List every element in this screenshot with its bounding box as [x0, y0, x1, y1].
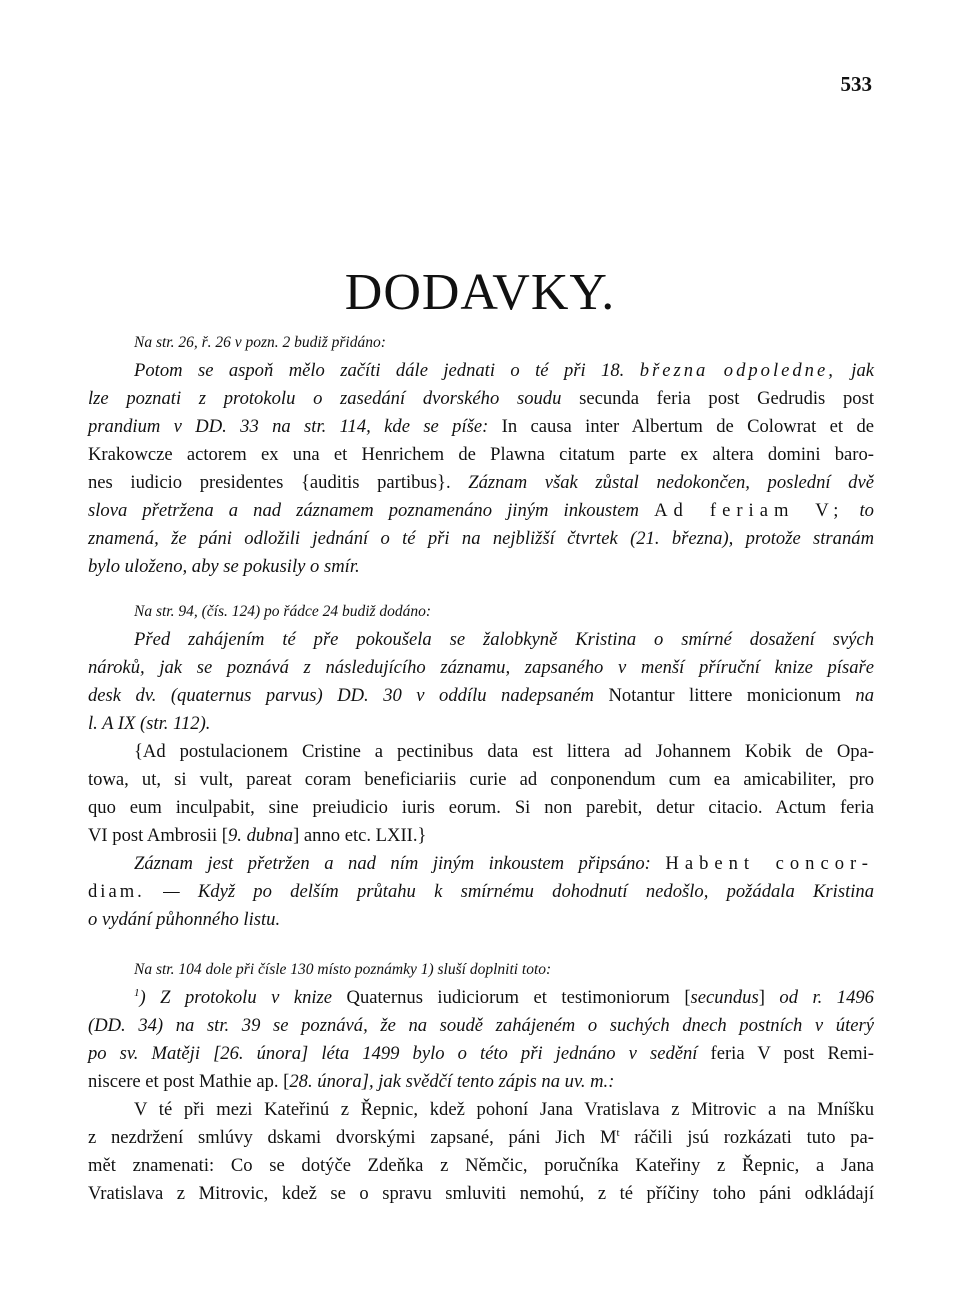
section-1-line-5: nes iudicio presidentes {auditis partibus}. Záznam však zůstal nedokončen, poslední dvě: [88, 472, 874, 493]
section-3-heading: Na str. 104 dole při čísle 130 místo poznámky 1) sluší doplniti toto:: [134, 961, 552, 978]
section-1-line-3: prandium v DD. 33 na str. 114, kde se píše: In causa inter Albertum de Colowrat et de: [88, 416, 874, 437]
section-3-line-3: po sv. Matěji [26. února] léta 1499 bylo o této při jednáno v sedění feria V post Remi-: [88, 1043, 875, 1064]
section-2-line-7: quo eum inculpabit, sine preiudicio iuris eorum. Si non parebit, detur citacio. Actum feria: [88, 797, 874, 818]
section-3-line-7: mět znamenati: Co se dotýče Zdeňka z Němčic, poručníka Kateřiny z Řepnic, a Jana: [88, 1155, 874, 1176]
section-1-line-7: znamená, že páni odložili jednání o té při na nejbližší čtvrtek (21. března), protože stranám: [88, 528, 874, 549]
section-2-line-5: {Ad postulacionem Cristine a pectinibus data est littera ad Johannem Kobik de Opa-: [134, 741, 874, 762]
section-2-heading: Na str. 94, (čís. 124) po řádce 24 budiž dodáno:: [134, 603, 432, 620]
section-2-line-9: Záznam jest přetržen a nad ním jiným inkoustem připsáno: Habent concor-: [134, 853, 875, 874]
section-2-line-10: diam. — Když po delším průtahu k smírnému dohodnutí nedošlo, požádala Kristina: [88, 881, 874, 902]
section-1-line-6: slova přetržena a nad záznamem poznamenáno jiným inkoustem Ad feriam V; to: [88, 500, 874, 521]
section-2-line-8: VI post Ambrosii [9. dubna] anno etc. LXII.}: [88, 825, 427, 846]
section-2-line-6: towa, ut, si vult, pareat coram beneficiariis curie ad conponendum cum ea amicabiliter, pro: [88, 769, 874, 790]
section-3-line-5: V té při mezi Kateřinú z Řepnic, kdež pohoní Jana Vratislava z Mitrovic a na Mníšku: [134, 1099, 874, 1120]
section-3-line-2: (DD. 34) na str. 39 se poznává, že na soudě zahájeném o suchých dnech postních v úterý: [88, 1015, 874, 1036]
section-1-line-4: Krakowcze actorem ex una et Henrichem de Plawna citatum parte ex altera domini baro-: [88, 444, 874, 465]
section-1-line-8: bylo uloženo, aby se pokusily o smír.: [88, 556, 360, 577]
section-1-heading: Na str. 26, ř. 26 v pozn. 2 budiž přidáno:: [134, 334, 386, 351]
section-2-line-1: Před zahájením té pře pokoušela se žalobkyně Kristina o smírné dosažení svých: [134, 629, 874, 650]
section-2-line-4: l. A IX (str. 112).: [88, 713, 211, 734]
section-1-line-1: Potom se aspoň mělo začíti dále jednati o té při 18. března odpoledne, jak: [134, 360, 875, 381]
section-1-line-2: lze poznati z protokolu o zasedání dvorského soudu secunda feria post Gedrudis post: [88, 388, 874, 409]
section-2-line-11: o vydání půhonného listu.: [88, 909, 281, 930]
section-3-line-8: Vratislava z Mitrovic, kdež se o spravu smluviti nemohú, z té příčiny toho páni odkládají: [88, 1183, 874, 1204]
section-3-line-4: niscere et post Mathie ap. [28. února], jak svědčí tento zápis na uv. m.:: [88, 1071, 615, 1092]
section-3-line-6: z nezdržení smlúvy dskami dvorskými zapsané, páni Jich $M^t$ ráčili jsú rozkázati tuto pa-: [88, 1126, 874, 1148]
section-3-line-1: $^1$) Z protokolu v knize Quaternus iudiciorum et testimoniorum [secundus] od r. 1496: [134, 986, 874, 1008]
section-2-line-3: desk dv. (quaternus parvus) DD. 30 v oddílu nadepsaném Notantur littere monicionum na: [88, 685, 874, 706]
page-number: 533: [840, 72, 872, 96]
page-title: DODAVKY.: [344, 264, 616, 321]
section-2-line-2: nároků, jak se poznává z následujícího záznamu, zapsaného v menší příruční knize písaře: [88, 657, 874, 678]
